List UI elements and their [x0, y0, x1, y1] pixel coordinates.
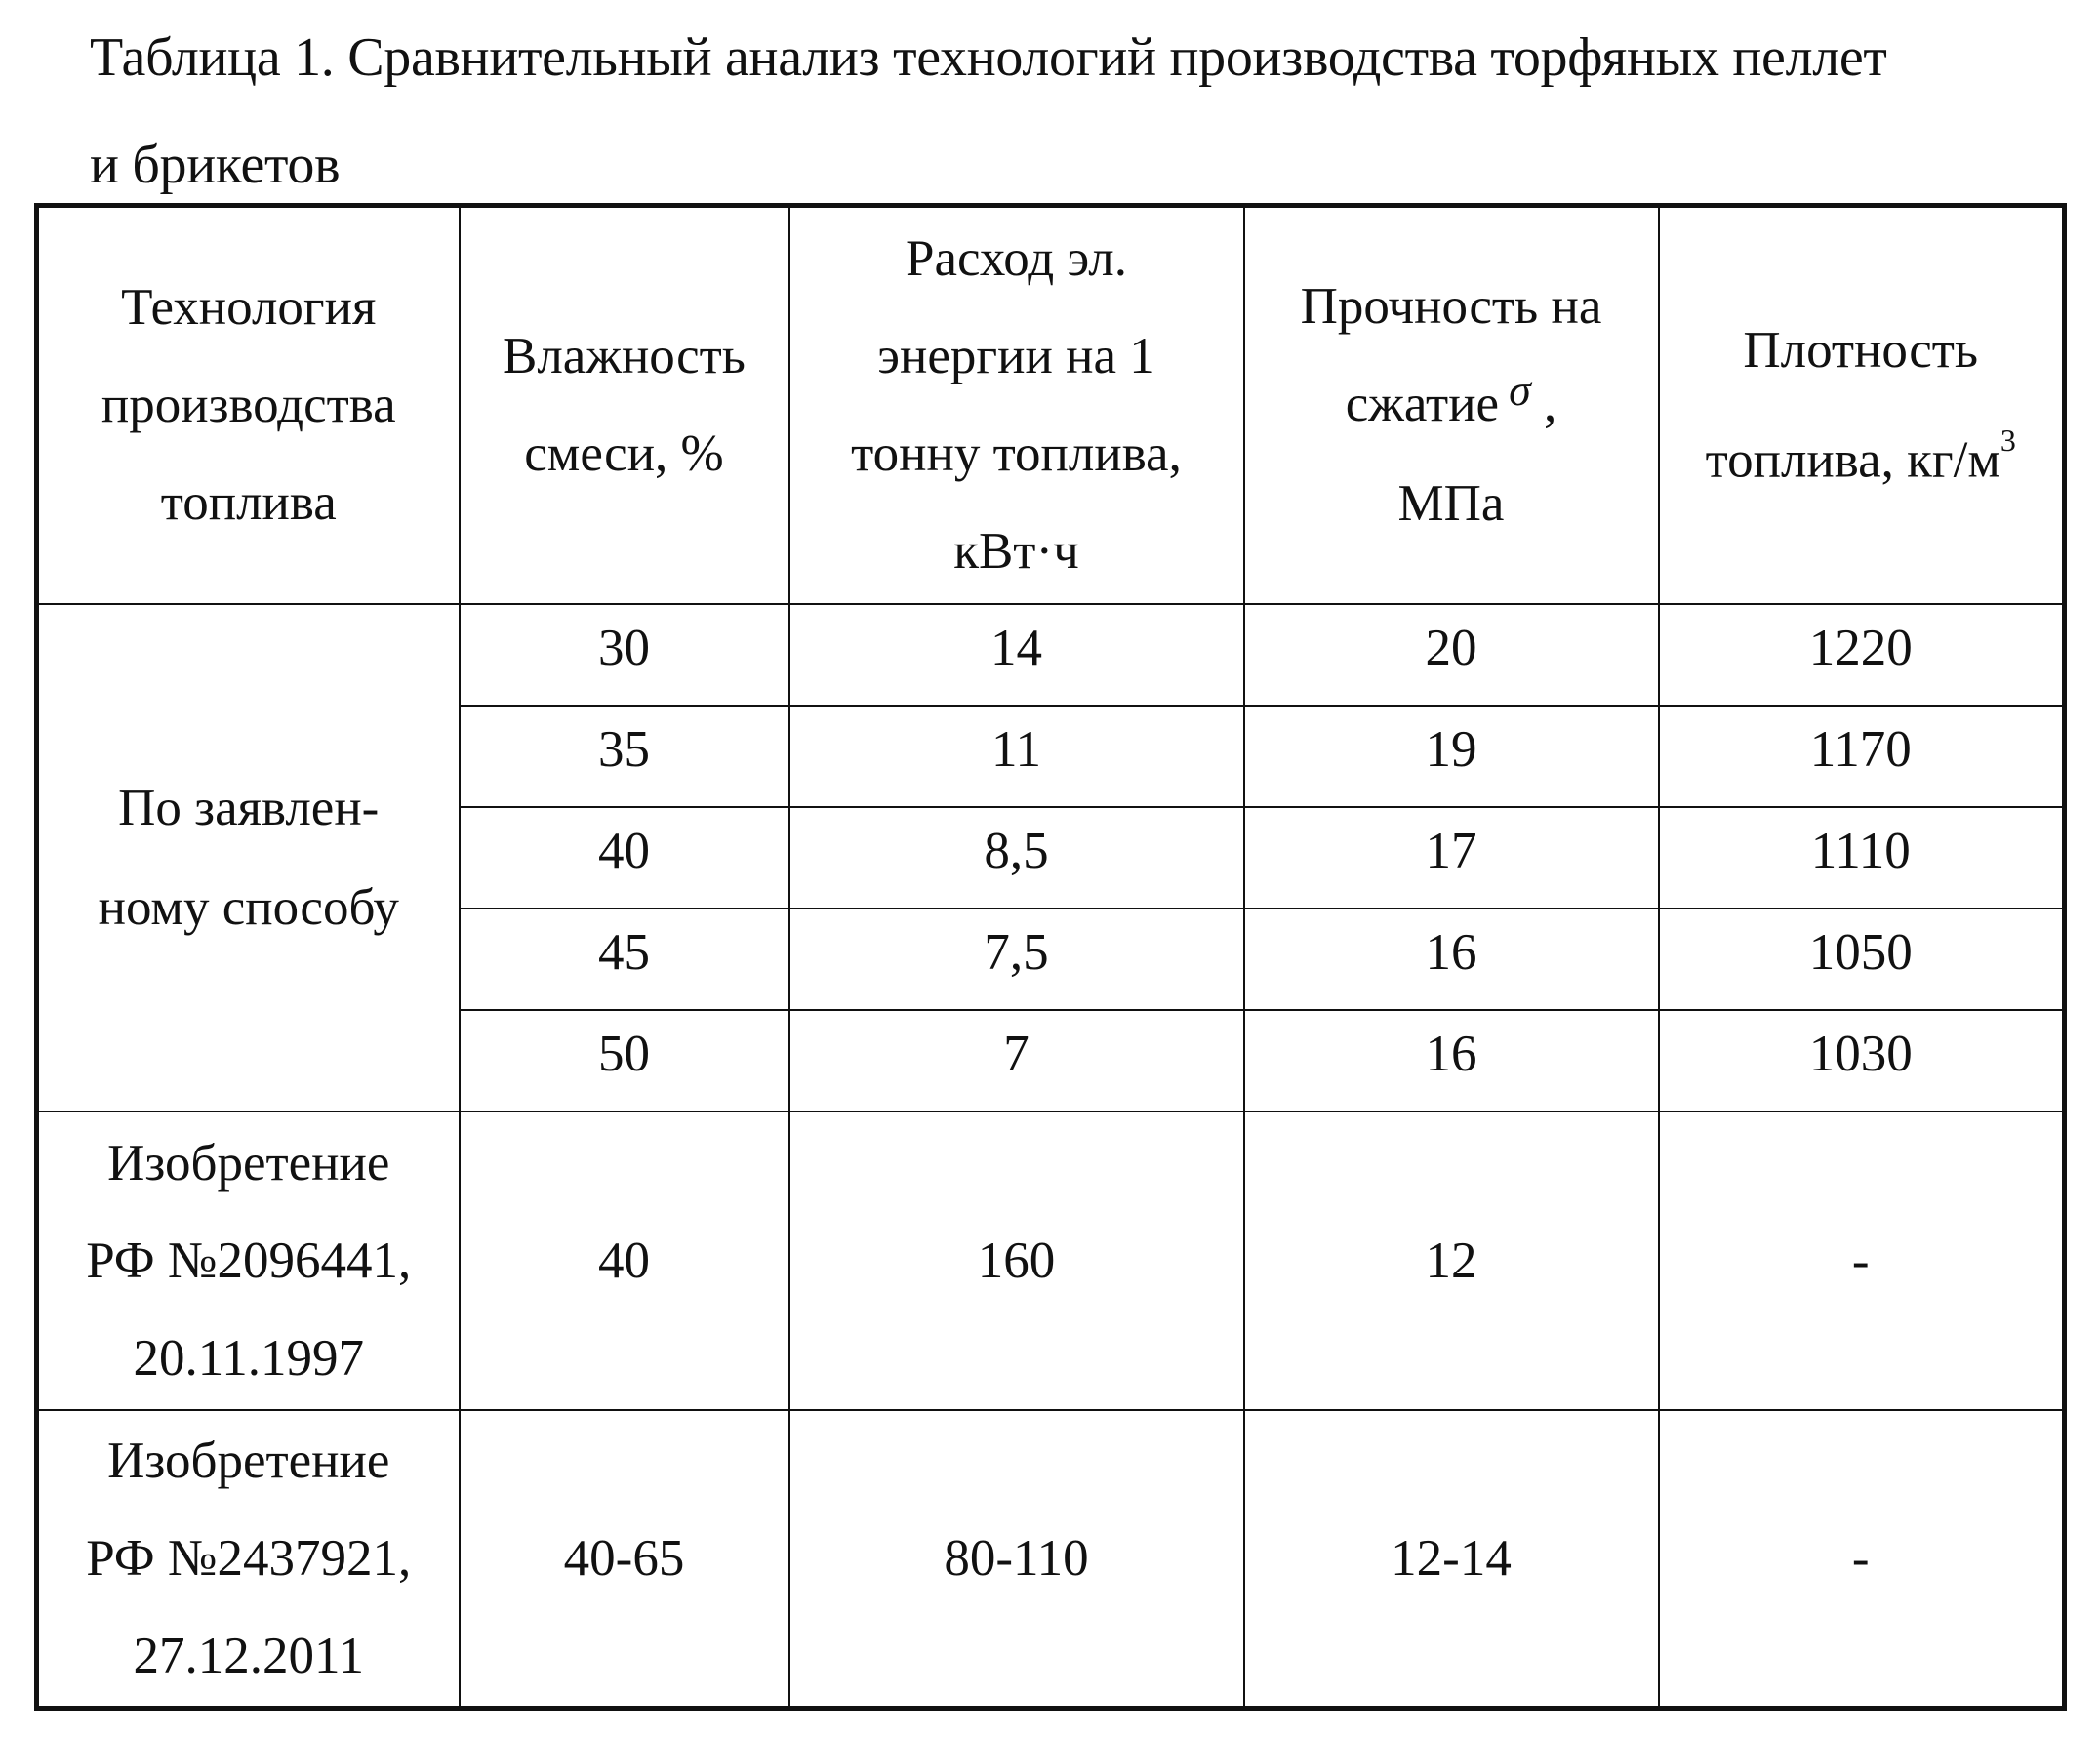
cell-density: 1030	[1659, 1010, 2065, 1111]
table-row	[37, 1410, 2065, 1709]
header-moisture: Влажность смеси, %	[460, 206, 789, 604]
cell-strength: 17	[1244, 807, 1659, 909]
cell-energy: 14	[789, 604, 1244, 706]
cell-strength: 16	[1244, 909, 1659, 1010]
cell-strength: 16	[1244, 1010, 1659, 1111]
header-density: Плотность топлива, $кг/м^3$	[1659, 206, 2065, 604]
cubic-exponent: 3	[1999, 422, 2016, 458]
caption-line-2: и брикетов	[90, 135, 341, 195]
row-head-patent-2096441: Изобретение РФ №2096441, 20.11.1997	[37, 1111, 460, 1410]
cell-energy: 8,5	[789, 807, 1244, 909]
cell-energy: 7	[789, 1010, 1244, 1111]
cell-density: -	[1659, 1410, 2065, 1709]
header-row	[37, 206, 2065, 604]
cell-density: 1220	[1659, 604, 2065, 706]
cell-moisture: 35	[460, 706, 789, 807]
table-row	[37, 604, 2065, 706]
cell-strength: 20	[1244, 604, 1659, 706]
cell-moisture: 50	[460, 1010, 789, 1111]
cell-energy: 160	[789, 1111, 1244, 1410]
caption-line-1: Таблица 1. Сравнительный анализ технологий производства торфяных пеллет	[90, 27, 1887, 88]
row-head-claimed-method: По заявлен- ному способу	[37, 604, 460, 1111]
cell-density: 1110	[1659, 807, 2065, 909]
cell-density: 1050	[1659, 909, 2065, 1010]
cell-moisture: 40	[460, 1111, 789, 1410]
cell-density: -	[1659, 1111, 2065, 1410]
table-caption	[90, 4, 2080, 219]
cell-energy: 80-110	[789, 1410, 1244, 1709]
row-head-patent-2437921: Изобретение РФ №2437921, 27.12.2011	[37, 1410, 460, 1709]
header-energy: Расход эл. энергии на 1 тонну топлива, кВт·ч	[789, 206, 1244, 604]
cell-energy: 7,5	[789, 909, 1244, 1010]
table-row	[37, 1111, 2065, 1410]
cell-moisture: 45	[460, 909, 789, 1010]
cell-moisture: 40-65	[460, 1410, 789, 1709]
header-strength: Прочность на сжатие σ , МПа	[1244, 206, 1659, 604]
cell-strength: 19	[1244, 706, 1659, 807]
comparison-table	[34, 203, 2067, 1711]
cell-strength: 12-14	[1244, 1410, 1659, 1709]
cell-energy: 11	[789, 706, 1244, 807]
cell-strength: 12	[1244, 1111, 1659, 1410]
header-technology: Технология производства топлива	[37, 206, 460, 604]
sigma-symbol: σ	[1509, 365, 1531, 416]
cell-density: 1170	[1659, 706, 2065, 807]
cell-moisture: 40	[460, 807, 789, 909]
cell-moisture: 30	[460, 604, 789, 706]
